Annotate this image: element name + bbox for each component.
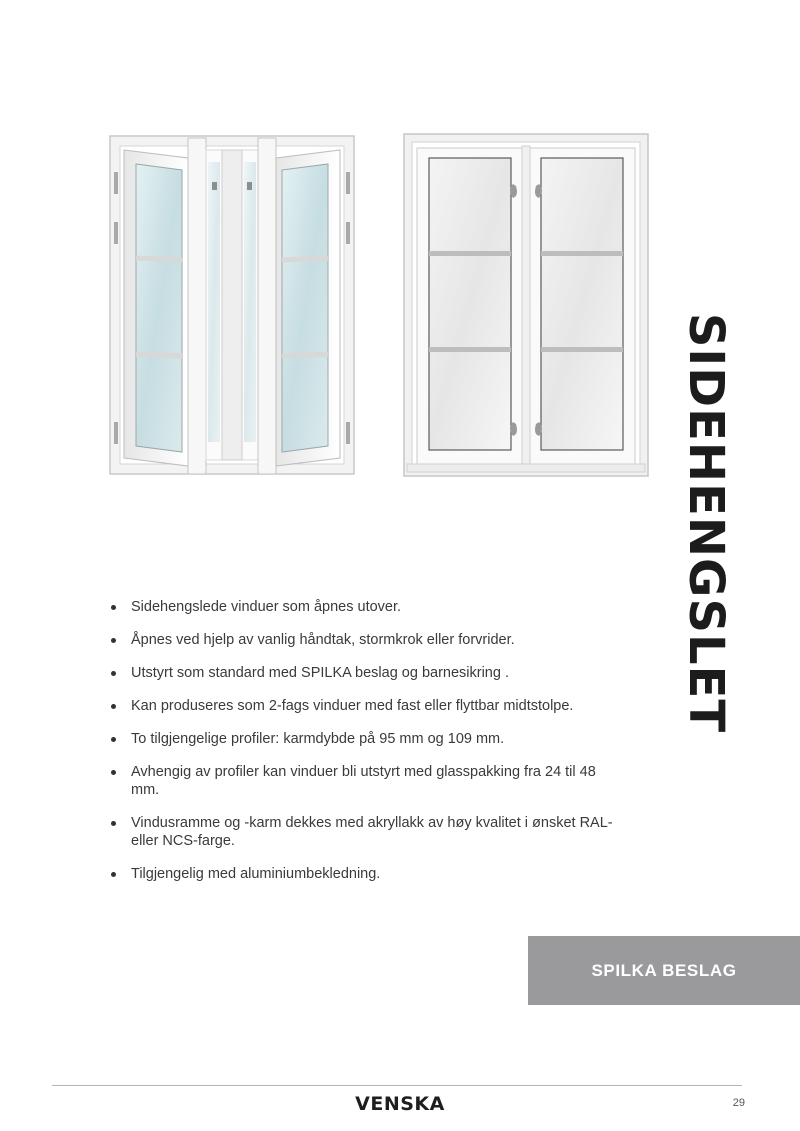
page-number: 29 <box>732 1097 745 1109</box>
footer-divider <box>52 1085 742 1086</box>
bullet-icon <box>111 638 116 643</box>
feature-item <box>110 730 615 748</box>
feature-item <box>110 664 615 682</box>
feature-item <box>110 865 615 883</box>
feature-text: Utstyrt som standard med SPILKA beslag og barnesikring . <box>131 665 509 681</box>
bullet-icon <box>111 671 116 676</box>
feature-list <box>110 598 615 898</box>
bullet-icon <box>111 770 116 775</box>
page-title-vertical <box>678 312 734 734</box>
feature-item <box>110 814 615 850</box>
bullet-icon <box>111 821 116 826</box>
bullet-icon <box>111 737 116 742</box>
banner-label: SPILKA BESLAG <box>591 960 737 980</box>
spilka-beslag-banner <box>528 936 800 1005</box>
open-window-image <box>108 132 356 478</box>
feature-item <box>110 763 615 799</box>
bullet-icon <box>111 704 116 709</box>
feature-text: Sidehengslede vinduer som åpnes utover. <box>131 599 402 615</box>
feature-item <box>110 598 615 616</box>
feature-item <box>110 697 615 715</box>
closed-window-image <box>403 132 649 478</box>
feature-text: Tilgjengelig med aluminiumbekledning. <box>131 866 381 882</box>
bullet-icon <box>111 605 116 610</box>
page-title: SIDEHENGSLET <box>678 312 734 734</box>
bullet-icon <box>111 872 116 877</box>
feature-item <box>110 631 615 649</box>
feature-text: Kan produseres som 2-fags vinduer med fast eller flyttbar midtstolpe. <box>131 698 574 714</box>
feature-text: To tilgjengelige profiler: karmdybde på 95 mm og 109 mm. <box>131 731 505 747</box>
brand-logo: VENSKA <box>355 1093 445 1115</box>
feature-text: Åpnes ved hjelp av vanlig håndtak, stormkrok eller forvrider. <box>131 632 515 648</box>
feature-text: Vindusramme og -karm dekkes med akryllakk av høy kvalitet i ønsket RAL- eller NCS-farge. <box>131 815 613 849</box>
feature-text: Avhengig av profiler kan vinduer bli utstyrt med glasspakking fra 24 til 48 mm. <box>131 764 596 798</box>
